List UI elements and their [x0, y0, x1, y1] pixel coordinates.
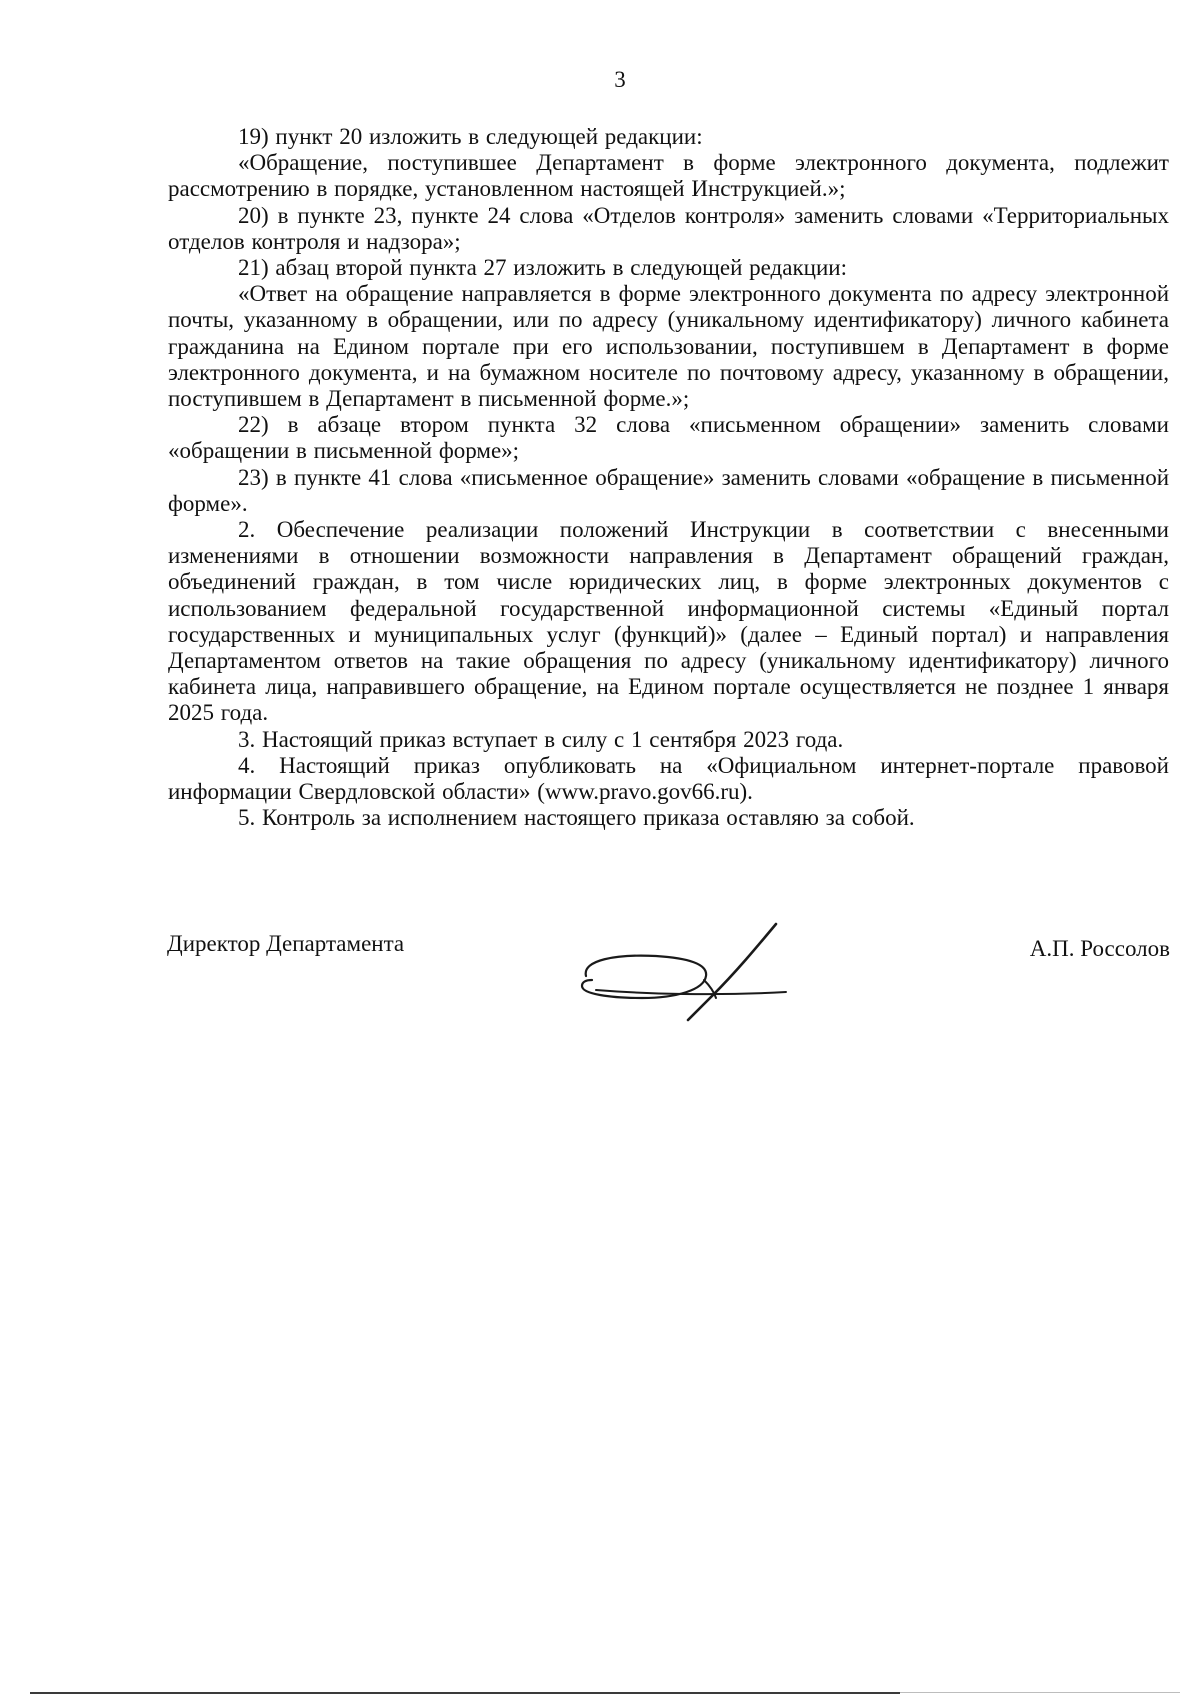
scan-edge-line-faint — [900, 1692, 1180, 1693]
page-number: 3 — [614, 67, 626, 92]
paragraph-item-19: 19) пункт 20 изложить в следующей редакции: — [238, 124, 703, 149]
signer-name: А.П. Россолов — [1029, 936, 1170, 961]
signature-slash-stroke — [688, 924, 776, 1020]
paragraph-point-2: 2. Обеспечение реализации положений Инструкции в соответствии с внесенными изменениями в отношении возможности направления в Департамент обращений граждан, объединений граждан, в том числе юридических лиц, в форме электронных документов с использованием федеральной государственной информационной системы «Единый портал государственных и муниципальных услуг (функций)» (далее – Единый портал) и направления Департаментом ответов на такие обращения по адресу (уникальному идентификатору) личного кабинета лица, направившего обращение, на Едином портале осуществляется не позднее 1 января 2025 года. — [168, 517, 1169, 726]
paragraph-item-21: 21) абзац второй пункта 27 изложить в следующей редакции: — [238, 255, 847, 281]
paragraph-item-23: 23) в пункте 41 слова «письменное обращение» заменить словами «обращение в письменной форме». — [168, 464, 1169, 516]
scan-edge-line — [30, 1692, 900, 1694]
paragraph-item-22: 22) в абзаце втором пункта 32 слова «письменном обращении» заменить словами «обращении в письменной форме»; — [168, 412, 1169, 464]
signature-loop-stroke — [582, 956, 706, 998]
document-body — [168, 124, 1169, 831]
paragraph-point-4: 4. Настоящий приказ опубликовать на «Официальном интернет-портале правовой информации Свердловской области» (www.pravo.gov66.ru). — [168, 752, 1169, 805]
paragraph-point-5: 5. Контроль за исполнением настоящего приказа оставляю за собой. — [238, 805, 915, 831]
handwritten-signature — [576, 920, 796, 1024]
paragraph-point-3: 3. Настоящий приказ вступает в силу с 1 сентября 2023 года. — [238, 726, 844, 752]
signature-block — [167, 930, 1170, 1030]
signer-title: Директор Департамента — [167, 931, 405, 956]
paragraph-item-19-text: «Обращение, поступившее Департамент в форме электронного документа, подлежит рассмотрению в порядке, установленном настоящей Инструкцией.»; — [168, 150, 1169, 202]
paragraph-item-21-text: «Ответ на обращение направляется в форме электронного документа по адресу электронной почты, указанному в обращении, или по адресу (уникальному идентификатору) личного кабинета гражданина на Едином портале при его использовании, поступившем в Департамент в форме электронного документа, и на бумажном носителе по почтовому адресу, указанному в обращении, поступившем в Департамент в письменной форме.»; — [168, 281, 1169, 412]
paragraph-item-20: 20) в пункте 23, пункте 24 слова «Отделов контроля» заменить словами «Территориальных отделов контроля и надзора»; — [168, 202, 1169, 254]
